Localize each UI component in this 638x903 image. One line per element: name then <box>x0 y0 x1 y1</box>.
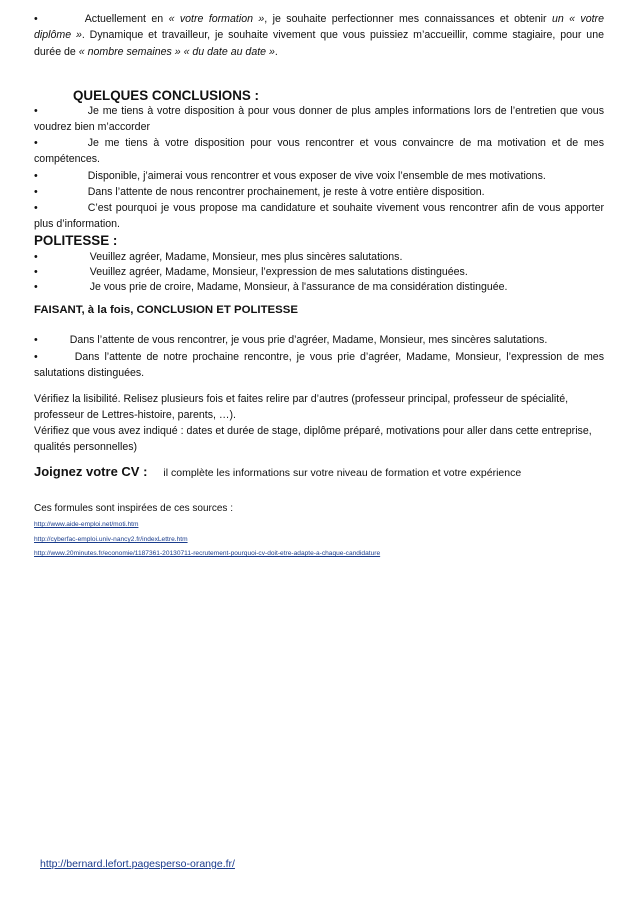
bullet: • <box>34 186 38 198</box>
intro-text: , je souhaite perfectionner mes connaissances et obtenir <box>264 13 552 25</box>
cv-line <box>34 463 614 481</box>
conclusion-item: • Je me tiens à votre disposition à pour vous donner de plus amples informations lors de l’entretien que vous voudrez bien m’accorder <box>34 105 604 134</box>
bullet: • <box>34 137 38 149</box>
intro-diplome: un « votre diplôme » <box>34 13 604 42</box>
source-link[interactable]: http://cyberfac-emploi.univ-nancy2.fr/indexLettre.htm <box>34 536 188 543</box>
intro-formation: « votre formation » <box>168 13 265 25</box>
bullet: • <box>34 202 38 214</box>
bullet: • <box>34 251 38 263</box>
footer-link[interactable]: http://bernard.lefort.pagesperso-orange.fr/ <box>40 858 235 870</box>
intro-text: . <box>274 45 278 58</box>
bullet: • <box>34 351 38 363</box>
cv-title: Joignez votre CV : <box>34 464 148 479</box>
faisant-heading: FAISANT, à la fois, CONCLUSION ET POLITESSE <box>34 304 298 316</box>
bullet: • <box>34 105 38 117</box>
politesse-item: • Veuillez agréer, Madame, Monsieur, l’expression de mes salutations distinguées. <box>34 266 468 278</box>
bullet: • <box>34 13 38 25</box>
source-link[interactable]: http://www.aide-emploi.net/moti.htm <box>34 521 139 528</box>
lisibilite-paragraph: Vérifiez la lisibilité. Relisez plusieurs fois et faites relire par d’autres (professeur principal, professeur de spécialité, professeur de Lettres-histoire, parents, …). <box>34 393 569 422</box>
politesse-item: • Je vous prie de croire, Madame, Monsieur, à l'assurance de ma considération distinguée. <box>34 281 508 293</box>
intro-paragraph <box>34 11 604 60</box>
conclusion-item: • Je me tiens à votre disposition pour vous rencontrer et vous convaincre de ma motivation et de mes compétences. <box>34 137 604 166</box>
politesse-heading: POLITESSE : <box>34 233 118 248</box>
source-link[interactable]: http://www.20minutes.fr/economie/1187361-20130711-recrutement-pourquoi-cv-doit-etre-adapte-a-chaque-candidature <box>34 550 381 557</box>
cv-text: il complète les informations sur votre niveau de formation et votre expérience <box>163 467 522 479</box>
politesse-item: • Veuillez agréer, Madame, Monsieur, mes plus sincères salutations. <box>34 251 403 263</box>
faisant-item: • Dans l’attente de vous rencontrer, je vous prie d’agréer, Madame, Monsieur, mes sincères salutations. <box>34 334 548 346</box>
bullet: • <box>34 334 38 346</box>
bullet: • <box>34 281 38 293</box>
sources-intro: Ces formules sont inspirées de ces sources : <box>34 503 233 514</box>
conclusion-item: • Disponible, j’aimerai vous rencontrer et vous exposer de vive voix l’ensemble de mes motivations. <box>34 170 546 182</box>
intro-duree: « nombre semaines » « du date au date » <box>78 45 275 58</box>
verifiez-paragraph: Vérifiez que vous avez indiqué : dates et durée de stage, diplôme préparé, motivations pour aller dans cette entreprise, qualités personnelles) <box>34 425 592 454</box>
conclusion-item: • Dans l’attente de nous rencontrer prochainement, je reste à votre entière disposition. <box>34 186 485 198</box>
intro-text: Actuellement en <box>84 13 169 25</box>
bullet: • <box>34 266 38 278</box>
bullet: • <box>34 170 38 182</box>
intro-text: . Dynamique et travailleur, je souhaite vivement que vous puissiez m’accueillir, comme stagiaire, pour une durée de <box>34 29 604 58</box>
conclusion-item: • C’est pourquoi je vous propose ma candidature et souhaite vivement vous rencontrer afin de vous apporter plus d’information. <box>34 202 604 231</box>
conclusions-heading: QUELQUES CONCLUSIONS : <box>73 88 259 103</box>
faisant-item: • Dans l’attente de notre prochaine rencontre, je vous prie d’agréer, Madame, Monsieur, l’expression de mes salutations distinguées. <box>34 351 604 380</box>
